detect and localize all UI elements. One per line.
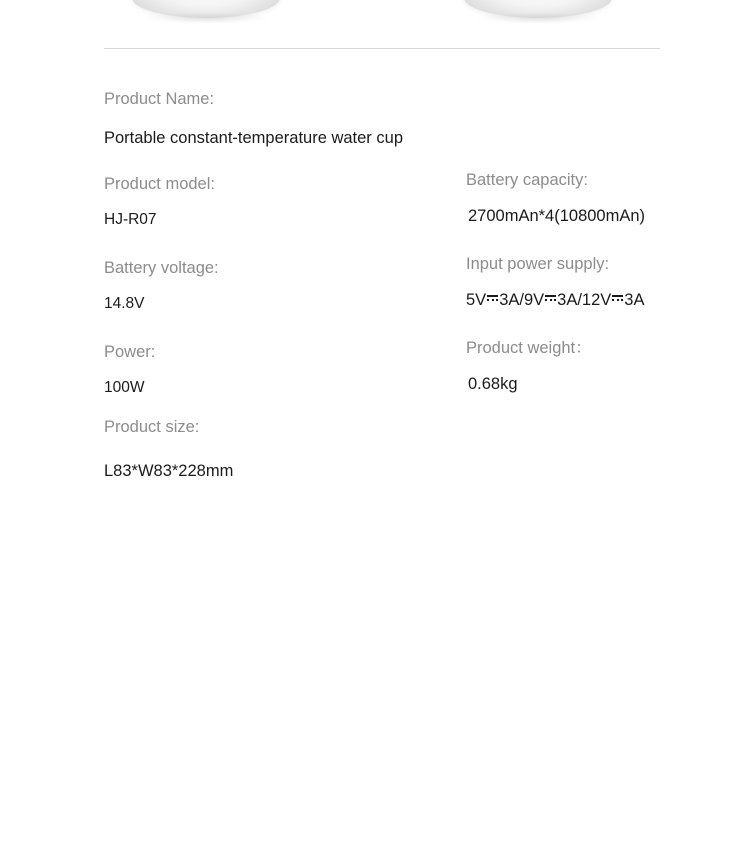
spec-input-power-supply (466, 255, 644, 311)
input-voltage-5v: 5V (466, 290, 487, 309)
spec-battery-capacity (466, 171, 645, 227)
spec-product-model-value: HJ-R07 (104, 210, 157, 228)
spec-battery-voltage (104, 259, 219, 313)
spec-product-name (104, 90, 403, 149)
dc-current-icon (545, 294, 556, 303)
spec-product-size (104, 418, 233, 482)
input-voltage-9v: 3A/9V (499, 290, 545, 309)
spec-product-weight-label: Product weight： (466, 339, 592, 357)
spec-product-model (104, 175, 215, 229)
spec-power (104, 343, 155, 397)
spec-product-size-value: L83*W83*228mm (104, 461, 234, 480)
spec-battery-voltage-label: Battery voltage: (104, 259, 219, 277)
spec-input-power-supply-value (466, 291, 644, 311)
spec-product-weight-value: 0.68kg (468, 374, 518, 393)
spec-input-power-supply-label: Input power supply: (466, 255, 610, 273)
dc-current-icon (487, 294, 498, 303)
spec-product-name-label: Product Name: (104, 90, 215, 108)
spec-power-label: Power: (104, 343, 156, 361)
spec-battery-voltage-value: 14.8V (104, 294, 145, 312)
spec-product-size-label: Product size: (104, 418, 200, 436)
input-current-3a: 3A (624, 290, 645, 309)
input-voltage-12v: 3A/12V (557, 290, 612, 309)
spec-battery-capacity-value: 2700mAn*4(10800mAn) (468, 206, 646, 225)
spec-product-weight (466, 339, 592, 395)
spec-product-model-label: Product model: (104, 175, 215, 193)
dc-current-icon (612, 294, 623, 303)
spec-battery-capacity-label: Battery capacity: (466, 171, 588, 189)
spec-power-value: 100W (104, 378, 145, 396)
spec-product-name-value: Portable constant-temperature water cup (104, 128, 403, 147)
